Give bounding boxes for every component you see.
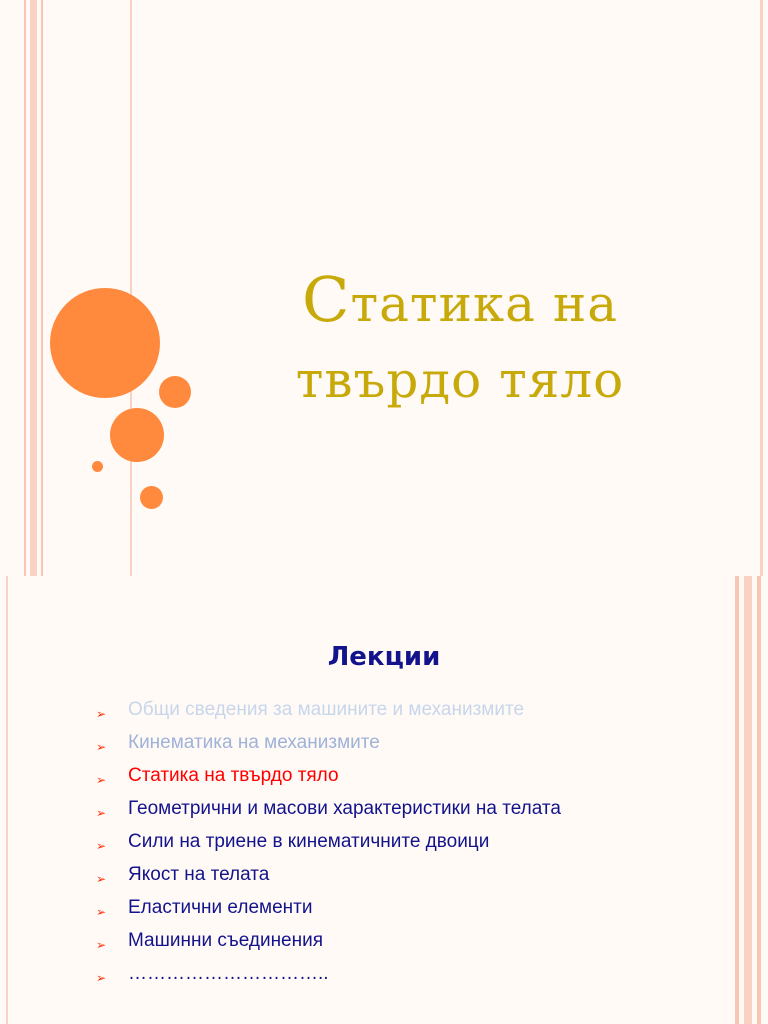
lecture-item-label: Еластични елементи [128, 897, 313, 918]
lecture-item-label: Машинни съединения [128, 930, 324, 951]
left-stripe [41, 0, 43, 576]
title-line-2: твърдо тяло [295, 351, 625, 409]
lecture-item [96, 962, 561, 995]
lecture-item [96, 863, 561, 896]
title-initial: С [302, 263, 351, 336]
lecture-list [96, 698, 561, 995]
lecture-item [96, 731, 561, 764]
lecture-item [96, 764, 561, 797]
lecture-item [96, 830, 561, 863]
lecture-item-label: Геометрични и масови характеристики на телата [128, 798, 561, 819]
title-line-1-rest: татика на [350, 275, 618, 333]
lecture-item [96, 797, 561, 830]
decor-circle-medium [110, 408, 164, 462]
lecture-item [96, 929, 561, 962]
decor-circle-large [50, 288, 160, 398]
arrow-bullet-icon: ➢ [96, 806, 107, 820]
title-line-1 [200, 262, 720, 342]
lecture-item-label: Якост на телата [128, 864, 270, 885]
arrow-bullet-icon: ➢ [96, 905, 107, 919]
left-stripe [24, 0, 26, 576]
lecture-item-label: Общи сведения за машините и механизмите [128, 699, 525, 720]
lecture-item [96, 698, 561, 731]
arrow-bullet-icon: ➢ [96, 971, 107, 985]
arrow-bullet-icon: ➢ [96, 773, 107, 787]
lecture-item-label: ………………………….. [128, 963, 329, 984]
lecture-item-label: Кинематика на механизмите [128, 732, 380, 753]
lecture-item-label: Статика на твърдо тяло [128, 765, 339, 786]
arrow-bullet-icon: ➢ [96, 707, 107, 721]
decor-circle-tiny [92, 461, 103, 472]
left-stripe [30, 0, 37, 576]
decor-circle-small [159, 376, 191, 408]
right-stripe [760, 0, 763, 576]
lecture-item [96, 896, 561, 929]
slide-title [200, 262, 720, 418]
arrow-bullet-icon: ➢ [96, 839, 107, 853]
left-stripe [130, 0, 132, 576]
lecture-item-label: Сили на триене в кинематичните двоици [128, 831, 490, 852]
arrow-bullet-icon: ➢ [96, 740, 107, 754]
lectures-slide [0, 576, 768, 1024]
lectures-heading: Лекции [327, 642, 441, 672]
arrow-bullet-icon: ➢ [96, 938, 107, 952]
arrow-bullet-icon: ➢ [96, 872, 107, 886]
decor-circle-small [140, 486, 163, 509]
